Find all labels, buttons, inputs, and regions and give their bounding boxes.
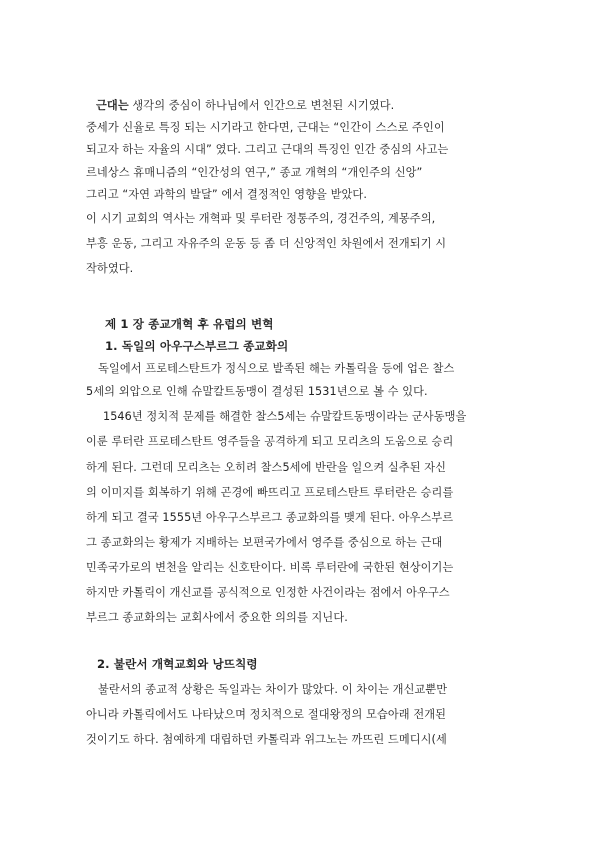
intro-line: 이 시기 교회의 역사는 개혁파 및 루터란 정통주의, 경건주의, 계몽주의, [86, 212, 436, 225]
intro-line: 부흥 운동, 그리고 자유주의 운동 등 좀 더 신앙적인 차원에서 전개되기 시 [86, 237, 447, 250]
intro-title-word: 근대는 [96, 99, 129, 112]
section-2-heading: 2. 불란서 개혁교회와 낭뜨칙령 [97, 657, 258, 671]
section-2-line: 것이기도 하다. 첨예하게 대립하던 카톨릭과 위그노는 까뜨린 드메디시(세 [86, 733, 447, 746]
section-1-line: 독일에서 프로테스탄트가 정식으로 발족된 해는 카톨릭을 등에 업은 찰스 [98, 362, 455, 375]
section-1-heading: 1. 독일의 아우구스부르그 종교화의 [105, 339, 289, 353]
section-1-line: 이룬 루터란 프로테스탄트 영주들을 공격하게 되고 모리츠의 도움으로 승리 [86, 435, 454, 448]
intro-line: 그리고 “자연 과학의 발달” 에서 결정적인 영향을 받았다. [86, 188, 367, 201]
section-1-line: 하게 된다. 그런데 모리츠는 오히려 찰스5세에 반란을 일으켜 실추된 자신 [86, 461, 447, 474]
intro-line: 르네상스 휴매니즘의 “인간성의 연구,” 종교 개혁의 “개인주의 신앙” [86, 166, 423, 179]
chapter-title: 제 1 장 종교개혁 후 유럽의 변혁 [105, 317, 274, 331]
intro-line: 작하였다. [86, 262, 134, 275]
section-2-line: 불란서의 종교적 상황은 독일과는 차이가 많았다. 이 차이는 개신교뿐만 [98, 683, 448, 696]
intro-line: 되고자 하는 자율의 시대” 였다. 그리고 근대의 특징인 인간 중심의 사고는 [86, 143, 449, 156]
section-1-line: 그 종교화의는 황제가 지배하는 보편국가에서 영주를 중심으로 하는 근대 [86, 536, 443, 549]
section-1-line: 1546년 정치적 문제를 해결한 찰스5세는 슈말칼트동맹이라는 군사동맹을 [103, 410, 467, 423]
intro-title-rest: 생각의 중심이 하나님에서 인간으로 변천된 시기였다. [128, 99, 395, 112]
section-1-line: 부르그 종교화의는 교회사에서 중요한 의의를 지닌다. [86, 611, 348, 624]
intro-first-line [96, 99, 394, 113]
section-1-line: 하지만 카톨릭이 개신교를 공식적으로 인정한 사건이라는 점에서 아우구스 [86, 586, 450, 599]
section-1-line: 의 이미지를 회복하기 위해 곤경에 빠뜨리고 프로테스탄트 루터란은 승리를 [86, 486, 454, 499]
section-2-line: 아니라 카톨릭에서도 나타났으며 정치적으로 절대왕정의 모습아래 전개된 [86, 708, 447, 721]
intro-line: 중세가 신율로 특징 되는 시기라고 한다면, 근대는 “인간이 스스로 주인이 [86, 121, 445, 134]
section-1-line: 하게 되고 결국 1555년 아우구스부르그 종교화의를 맺게 된다. 아우스부르 [86, 511, 454, 524]
section-1-line: 5세의 외압으로 인해 슈말칼트동맹이 결성된 1531년으로 볼 수 있다. [86, 385, 428, 398]
section-1-line: 민족국가로의 변천을 알리는 신호탄이다. 비록 루터란에 국한된 현상이기는 [86, 561, 454, 574]
